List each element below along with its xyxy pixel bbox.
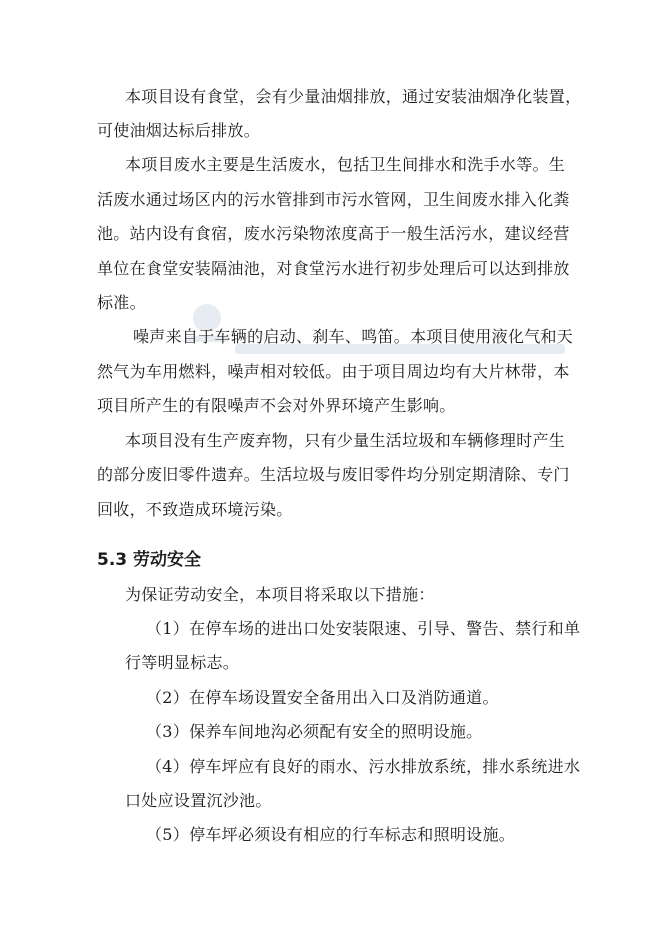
measure-4-line-1: （4）停车坪应有良好的雨水、污水排放系统，排水系统进水 (146, 757, 581, 776)
paragraph-3-line-2: 然气为车用燃料，噪声相对较低。由于项目周边均有大片林带，本 (97, 362, 570, 381)
paragraph-3-line-3: 项目所产生的有限噪声不会对外界环境产生影响。 (97, 396, 456, 415)
measure-3-line-1: （3）保养车间地沟必须配有安全的照明设施。 (146, 722, 483, 741)
paragraph-2-line-4: 单位在食堂安装隔油池，对食堂污水进行初步处理后可以达到排放 (97, 259, 570, 278)
paragraph-4-line-1: 本项目没有生产废弃物，只有少量生活垃圾和车辆修理时产生 (125, 431, 566, 450)
measure-2-line-1: （2）在停车场设置安全备用出入口及消防通道。 (146, 688, 499, 707)
paragraph-4-line-2: 的部分废旧零件遗弃。生活垃圾与废旧零件均分别定期清除、专门 (97, 465, 570, 484)
paragraph-1-line-1: 本项目设有食堂，会有少量油烟排放，通过安装油烟净化装置， (125, 87, 582, 106)
paragraph-2-line-5: 标准。 (97, 293, 146, 312)
paragraph-2-line-3: 池。站内设有食宿，废水污染物浓度高于一般生活污水，建议经营 (97, 224, 570, 243)
paragraph-4-line-3: 回收，不致造成环境污染。 (97, 500, 293, 519)
measure-4-line-2: 口处应设置沉沙池。 (125, 791, 272, 810)
measure-5-line-1: （5）停车坪必须设有相应的行车标志和照明设施。 (146, 825, 516, 844)
measure-1-line-1: （1）在停车场的进出口处安装限速、引导、警告、禁行和单 (146, 619, 581, 638)
section-heading: 5.3 劳动安全 (97, 550, 202, 570)
paragraph-2-line-1: 本项目废水主要是生活废水，包括卫生间排水和洗手水等。生 (125, 155, 566, 174)
measure-1-line-2: 行等明显标志。 (125, 653, 240, 672)
paragraph-2-line-2: 活废水通过场区内的污水管排到市污水管网，卫生间废水排入化粪 (97, 190, 570, 209)
paragraph-3-line-1: 噪声来自于车辆的启动、刹车、鸣笛。本项目使用液化气和天 (133, 327, 574, 346)
section-intro: 为保证劳动安全，本项目将采取以下措施： (125, 585, 435, 604)
paragraph-1-line-2: 可使油烟达标后排放。 (97, 121, 261, 140)
